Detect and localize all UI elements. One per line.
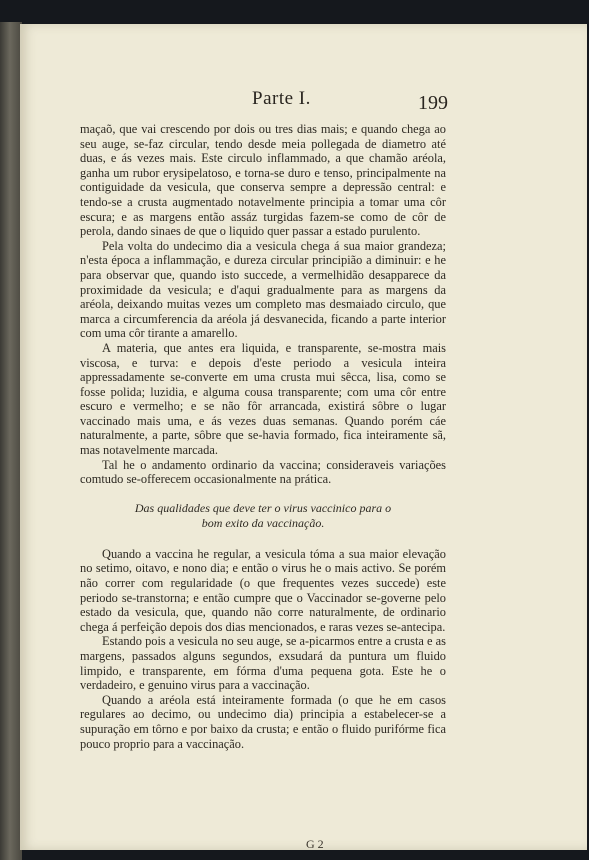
running-head: Parte I.: [252, 88, 311, 109]
book-binding: [0, 22, 22, 860]
book-page: [20, 24, 587, 850]
paragraph: Tal he o andamento ordinario da vaccina; consideraveis variações comtudo se-offerecem occasionalmente na prática.: [80, 457, 446, 487]
body-text: [80, 122, 446, 751]
page-number: 199: [418, 92, 448, 114]
section-heading-line: bom exito da vaccinação.: [201, 515, 325, 530]
paragraph: Estando pois a vesicula no seu auge, se a-picarmos entre a crusta e as margens, passados alguns segundos, exsudará da puntura um fluido limpido, e transparente, em fórma d'uma pequena gota. Este he o verdadeiro, e genuino virus para a vaccinação.: [80, 634, 446, 693]
section-heading-line: Das qualidades que deve ter o virus vaccinico para o: [134, 500, 392, 515]
paragraph: A materia, que antes era liquida, e transparente, se-mostra mais viscosa, e turva: e depois d'este periodo a vesicula inteira appressadamente se-converte em uma crusta mui sêcca, lisa, como se fosse polida; luzidia, e alguma cousa transparente; com uma côr entre escuro e vermelho; e se não fôr arrancada, existirá sôbre o lugar vaccinado mais uma, e ás vezes duas semanas. Quando porém cáe naturalmente, a parte, sôbre que se-havia formado, fica inteiramente sã, mas notavelmente marcada.: [80, 340, 446, 458]
page-header: [20, 88, 587, 118]
paragraph: Quando a vaccina he regular, a vesicula tóma a sua maior elevação no setimo, oitavo, e nono dia; e então o virus he o mais activo. Se porém não correr com regularidade (o que frequentes vezes succede) este periodo se-transtorna; e então cumpre que o Vaccinador se-governe pelo estado da vesicula, que, quando não corre naturalmente, de ordinario chega á perfeição depois dos dias mencionados, e raras vezes se-antecipa.: [80, 546, 446, 634]
paragraph: Quando a aréola está inteiramente formada (o que he em casos regulares ao decimo, ou undecimo dia) principia a estabelecer-se a supuração em tôrno e por baixo da crusta; e então o fluido purifórme fica pouco proprio para a vaccinação.: [80, 692, 446, 751]
section-heading: [100, 501, 426, 531]
signature-mark: G 2: [306, 837, 324, 850]
paragraph: Pela volta do undecimo dia a vesicula chega á sua maior grandeza; n'esta época a inflammação, e dureza circular principião a diminuir: e he para observar que, quando isto succede, a vermelhidão desapparece da proximidade da vesicula; e d'aqui gradualmente para as margens da aréola, deixando muitas vezes um completo mas desmaiado circulo, que marca a circumferencia da aréola já desvanecida, ficando a parte interior com uma côr tirante a amarello.: [80, 238, 446, 341]
paragraph: maçaõ, que vai crescendo por dois ou tres dias mais; e quando chega ao seu auge, se-faz circular, tendo desde meia pollegada de diametro até duas, e ás vezes mais. Este circulo inflammado, a que chamão aréola, ganha um rubor erysipelatoso, e torna-se duro e tenso, principalmente na contiguidade da vesicula, que conserva sempre a depressão central: e tendo-se a crusta augmentado notavelmente principia a tomar uma côr escura; e as margens então assáz turgidas fazem-se como de côr de perola, dando sinaes de que o liquido quer passar a estado purulento.: [80, 122, 446, 239]
